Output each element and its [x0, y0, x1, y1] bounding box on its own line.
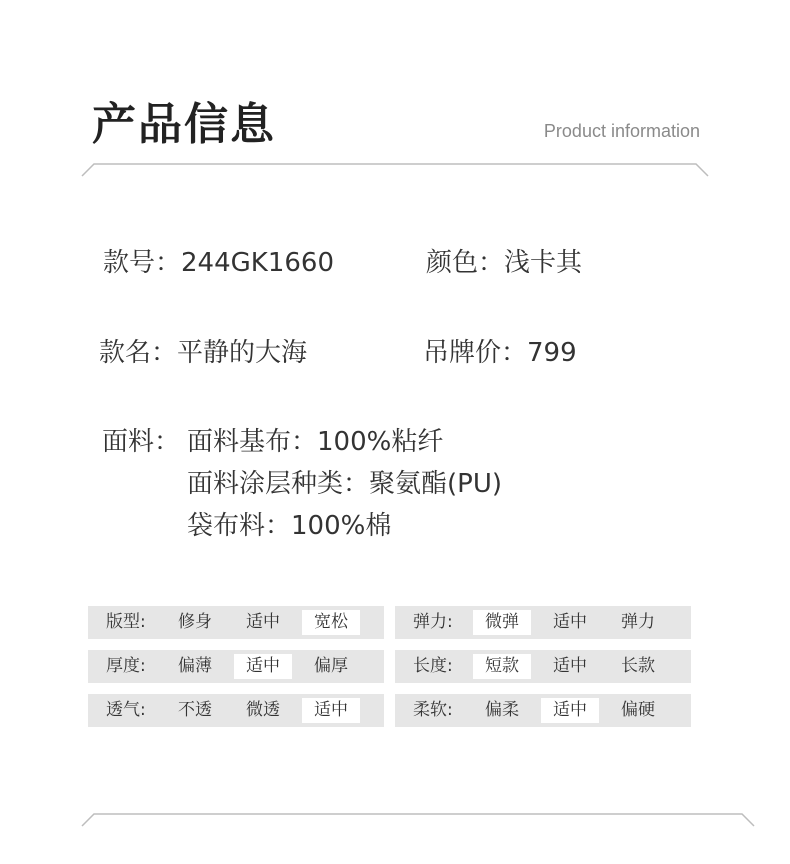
attribute-label: 柔软: [413, 700, 453, 720]
attribute-option: 修身 [178, 612, 212, 632]
attribute-option-selected: 适中 [541, 698, 599, 723]
attribute-option: 微透 [246, 700, 280, 720]
page-title: 产品信息 [92, 99, 276, 150]
pocket-fabric-line: 袋布料：100%棉 [187, 511, 392, 541]
attribute-option-selected: 适中 [234, 654, 292, 679]
attribute-option-selected: 适中 [302, 698, 360, 723]
attribute-label: 透气: [106, 700, 146, 720]
attribute-option: 适中 [246, 612, 280, 632]
attribute-option: 偏硬 [621, 700, 655, 720]
attribute-option: 偏厚 [314, 656, 348, 676]
attribute-row [395, 606, 691, 639]
attribute-row [395, 650, 691, 683]
style-name: 款名：平静的大海 [99, 338, 308, 368]
attribute-option: 弹力 [621, 612, 655, 632]
attribute-option: 适中 [553, 612, 587, 632]
attribute-label: 弹力: [413, 612, 453, 632]
attribute-option: 适中 [553, 656, 587, 676]
tag-price: 吊牌价：799 [423, 338, 577, 368]
attribute-row [88, 606, 384, 639]
bottom-divider [80, 810, 760, 830]
attribute-row [88, 694, 384, 727]
attribute-option: 偏薄 [178, 656, 212, 676]
color-value: 颜色：浅卡其 [426, 248, 583, 278]
fabric-coating-line: 面料涂层种类：聚氨酯(PU) [187, 469, 502, 499]
attribute-label: 版型: [106, 612, 146, 632]
attribute-option-selected: 宽松 [302, 610, 360, 635]
attribute-option: 偏柔 [485, 700, 519, 720]
style-number: 款号：244GK1660 [103, 248, 334, 278]
attribute-option: 不透 [178, 700, 212, 720]
page-subtitle: Product information [543, 121, 700, 141]
fabric-base-line: 面料基布：100%粘纤 [187, 427, 444, 457]
attribute-label: 厚度: [106, 656, 146, 676]
attribute-option: 长款 [621, 656, 655, 676]
fabric-label: 面料： [102, 427, 181, 457]
attribute-row [88, 650, 384, 683]
attribute-option-selected: 短款 [473, 654, 531, 679]
top-divider [80, 160, 712, 180]
attribute-row [395, 694, 691, 727]
attribute-option-selected: 微弹 [473, 610, 531, 635]
attribute-label: 长度: [413, 656, 453, 676]
